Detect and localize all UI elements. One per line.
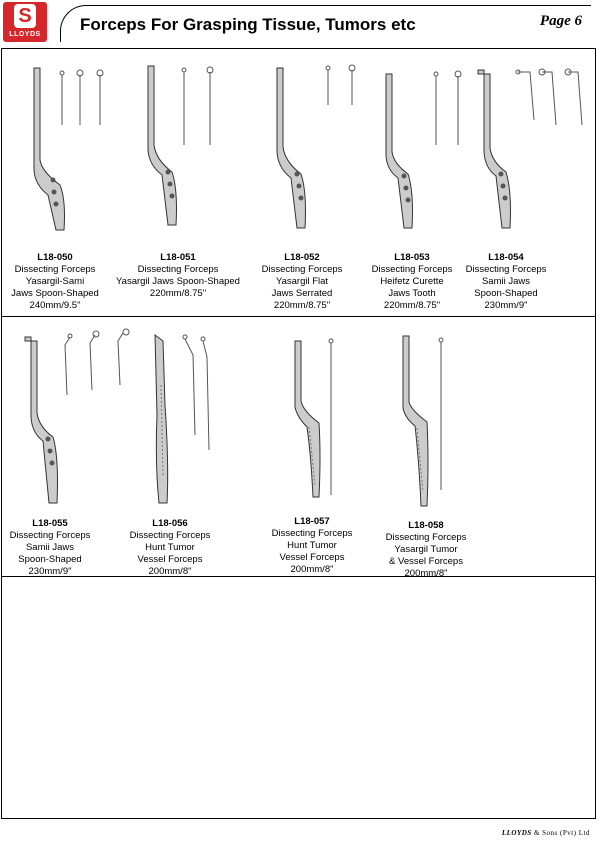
product-desc-line: 200mm/8": [148, 566, 192, 577]
product-code: L18-050: [37, 252, 73, 263]
product-desc-line: Hunt Tumor: [287, 540, 337, 551]
product-desc-line: Dissecting Forceps: [385, 532, 467, 543]
company-logo: [3, 2, 47, 42]
product-desc-line: Vessel Forceps: [279, 552, 345, 563]
product-code: L18-051: [160, 252, 196, 263]
product-l18-052: [252, 252, 352, 312]
product-desc-line: Hunt Tumor: [145, 542, 195, 553]
product-desc-line: Jaws Serrated: [271, 288, 333, 299]
product-desc-line: 220mm/8.75": [273, 300, 331, 311]
page-title: Forceps For Grasping Tissue, Tumors etc: [80, 15, 416, 34]
instrument-image-l18-051: [130, 60, 225, 240]
product-code: L18-053: [394, 252, 430, 263]
product-l18-050: [5, 252, 105, 312]
product-desc-line: Yasargil-Sami: [25, 276, 85, 287]
product-desc-line: Spoon-Shaped: [474, 288, 538, 299]
instrument-image-l18-054: [470, 60, 595, 240]
product-l18-056: [120, 518, 220, 578]
product-desc-line: Dissecting Forceps: [271, 528, 353, 539]
instrument-image-l18-052: [255, 60, 360, 240]
logo-s-mark: S: [14, 4, 36, 28]
product-desc-line: Jaws Spoon-Shaped: [11, 288, 99, 299]
product-desc-line: Jaws Tooth: [388, 288, 436, 299]
product-code: L18-058: [408, 520, 444, 531]
product-desc-line: Yasargil Jaws Spoon-Shaped: [116, 276, 240, 287]
footer-company: & Sons (Pvt) Ltd: [533, 829, 590, 837]
product-desc-line: Vessel Forceps: [137, 554, 203, 565]
page-number: Page 6: [539, 13, 582, 29]
product-desc-line: Spoon-Shaped: [18, 554, 82, 565]
instrument-image-l18-050: [20, 60, 115, 240]
product-desc-line: Dissecting Forceps: [9, 530, 91, 541]
product-desc-line: 220mm/8.75": [383, 300, 441, 311]
product-desc-line: Dissecting Forceps: [465, 264, 547, 275]
product-l18-055: [2, 518, 98, 578]
product-desc-line: Samii Jaws: [25, 542, 75, 553]
product-desc-line: 200mm/8": [290, 564, 334, 575]
product-desc-line: 230mm/9": [484, 300, 528, 311]
product-desc-line: Yasargil Tumor: [394, 544, 458, 555]
product-code: L18-054: [488, 252, 524, 263]
product-desc-line: Dissecting Forceps: [371, 264, 453, 275]
product-desc-line: Dissecting Forceps: [137, 264, 219, 275]
instrument-image-l18-056: [145, 325, 235, 510]
row-divider: [1, 316, 596, 317]
instrument-image-l18-055: [15, 325, 145, 510]
product-desc-line: 230mm/9": [28, 566, 72, 577]
logo-text: LLOYDS: [9, 31, 41, 38]
product-desc-line: Dissecting Forceps: [14, 264, 96, 275]
product-desc-line: Dissecting Forceps: [129, 530, 211, 541]
product-desc-line: Samii Jaws: [481, 276, 531, 287]
product-l18-051: [108, 252, 248, 300]
instrument-image-l18-057: [285, 335, 355, 510]
product-l18-058: [376, 520, 476, 580]
product-l18-054: [458, 252, 554, 312]
footer: [502, 829, 590, 838]
product-l18-053: [362, 252, 462, 312]
instrument-image-l18-058: [395, 330, 460, 515]
product-desc-line: 200mm/8": [404, 568, 448, 579]
product-desc-line: 240mm/9.5": [29, 300, 81, 311]
product-code: L18-055: [32, 518, 68, 529]
product-code: L18-052: [284, 252, 320, 263]
product-code: L18-056: [152, 518, 188, 529]
product-l18-057: [262, 516, 362, 576]
footer-brand: LLOYDS: [501, 829, 532, 837]
product-desc-line: Dissecting Forceps: [261, 264, 343, 275]
product-code: L18-057: [294, 516, 330, 527]
instrument-image-l18-053: [370, 60, 470, 240]
product-desc-line: Heifetz Curette: [380, 276, 444, 287]
product-desc-line: & Vessel Forceps: [389, 556, 463, 567]
product-desc-line: 220mm/8.75": [149, 288, 207, 299]
product-desc-line: Yasargil Flat: [275, 276, 329, 287]
